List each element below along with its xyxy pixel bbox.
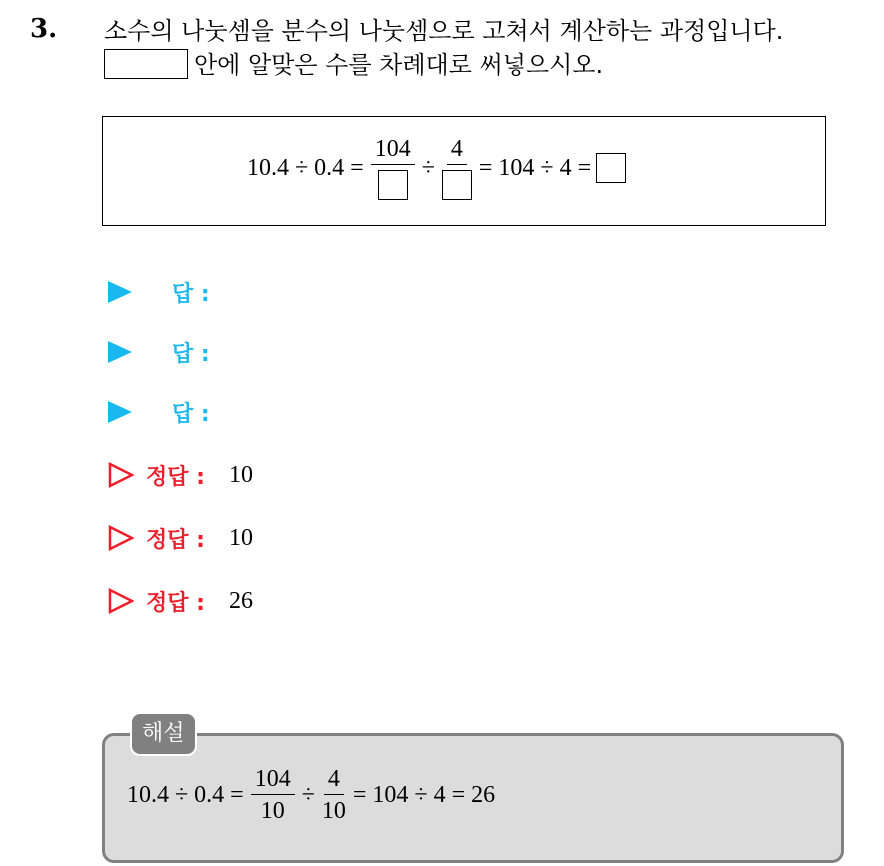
- correct-label: 정답 :: [146, 590, 205, 616]
- correct-answer-row-3: [108, 581, 253, 621]
- explanation-fraction-1-denominator: 10: [260, 798, 285, 824]
- explanation-tag: 해설: [130, 712, 197, 756]
- fraction-1-numerator: 104: [371, 136, 415, 165]
- play-triangle-icon: [108, 401, 132, 423]
- fraction-1-denominator-blank[interactable]: [378, 170, 408, 200]
- play-triangle-icon: [108, 341, 132, 363]
- question-number: 3.: [30, 14, 58, 44]
- problem-divide: ÷: [421, 154, 435, 181]
- correct-value: 26: [228, 587, 253, 614]
- fraction-2-denominator-blank[interactable]: [442, 170, 472, 200]
- correct-label: 정답 :: [146, 527, 205, 553]
- fraction-1: [371, 136, 415, 200]
- answer-label: 답 :: [172, 341, 210, 367]
- blank-box-icon: [104, 49, 188, 79]
- play-triangle-icon: [108, 281, 132, 303]
- problem-rest: = 104 ÷ 4 =: [478, 154, 592, 181]
- outline-triangle-icon: [108, 525, 134, 551]
- explanation-rest: = 104 ÷ 4 = 26: [352, 781, 496, 808]
- correct-label: 정답 :: [146, 464, 205, 490]
- explanation-lhs: 10.4 ÷ 0.4 =: [127, 781, 244, 808]
- question-line-1: 소수의 나눗셈을 분수의 나눗셈으로 고쳐서 계산하는 과정입니다.: [104, 17, 784, 45]
- correct-answer-row-1: [108, 455, 253, 495]
- question-line-2: [104, 48, 783, 82]
- problem-equation: [244, 136, 626, 200]
- explanation-fraction-2-denominator: 10: [321, 798, 346, 824]
- result-blank[interactable]: [596, 153, 626, 183]
- fraction-2: [442, 136, 472, 200]
- outline-triangle-icon: [108, 462, 134, 488]
- explanation-fraction-2: [322, 766, 346, 824]
- explanation-divide: ÷: [301, 781, 315, 808]
- correct-value: 10: [228, 461, 253, 488]
- answer-row-1[interactable]: [108, 272, 210, 312]
- question-line-2-text: 안에 알맞은 수를 차례대로 써넣으시오.: [194, 51, 604, 79]
- explanation-fraction-1: [251, 766, 295, 824]
- explanation-fraction-1-numerator: 104: [251, 766, 295, 795]
- correct-answer-row-2: [108, 518, 253, 558]
- answer-row-2[interactable]: [108, 332, 210, 372]
- answer-label: 답 :: [172, 401, 210, 427]
- fraction-2-numerator: 4: [447, 136, 467, 165]
- question-text: [104, 14, 783, 82]
- explanation-equation: [124, 766, 498, 824]
- answer-label: 답 :: [172, 281, 210, 307]
- correct-value: 10: [228, 524, 253, 551]
- explanation-fraction-2-numerator: 4: [324, 766, 344, 795]
- outline-triangle-icon: [108, 588, 134, 614]
- answer-row-3[interactable]: [108, 392, 210, 432]
- problem-lhs: 10.4 ÷ 0.4 =: [247, 154, 364, 181]
